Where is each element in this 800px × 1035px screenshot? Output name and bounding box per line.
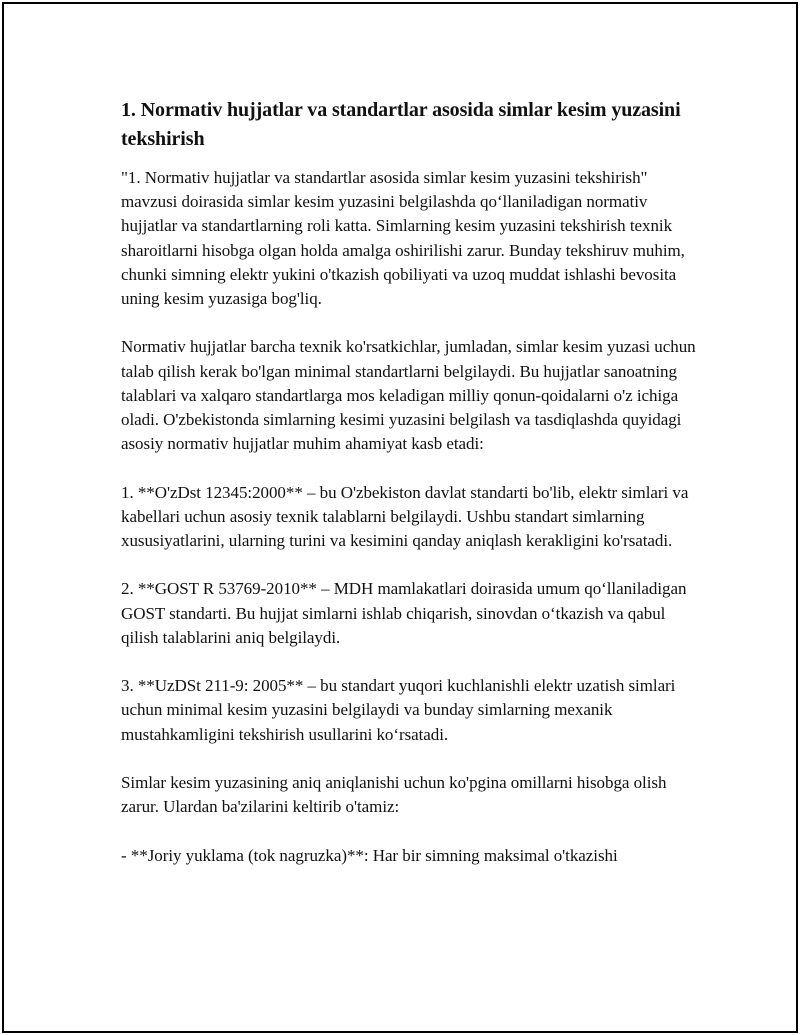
- document-body: [121, 96, 701, 892]
- list-item-standard-2: 2. **GOST R 53769-2010** – MDH mamlakatlari doirasida umum qo‘llaniladigan GOST standarti. Bu hujjat simlarni ishlab chiqarish, sinovdan o‘tkazish va qabul qilish talablarini aniq belgilaydi.: [121, 579, 687, 647]
- list-item-standard-1: 1. **O'zDst 12345:2000** – bu O'zbekiston davlat standarti bo'lib, elektr simlari va kabellari uchun asosiy texnik talablarni belgilaydi. Ushbu standart simlarning xususiyatlarini, ularning turini va kesimini qanday aniqlash kerakligini ko'rsatadi.: [121, 482, 689, 551]
- paragraph-factors: Simlar kesim yuzasining aniq aniqlanishi uchun ko'pgina omillarni hisobga olish zarur. Ulardan ba'zilarini keltirib o'tamiz:: [121, 773, 667, 817]
- paragraph-normative-docs: Normativ hujjatlar barcha texnik ko'rsatkichlar, jumladan, simlar kesim yuzasi uchun talab qilish kerak bo'lgan minimal standartlarni belgilaydi. Bu hujjatlar sanoatning talablari va xalqaro standartlarga mos keladigan milliy qonun-qoidalarni o'z ichiga oladi. O'zbekistonda simlarning kesimi yuzasini belgilash va tasdiqlashda quyidagi asosiy normativ hujjatlar muhim ahamiyat kasb etadi:: [121, 337, 696, 454]
- section-heading: 1. Normativ hujjatlar va standartlar asosida simlar kesim yuzasini tekshirish: [121, 99, 681, 150]
- list-item-standard-3: 3. **UzDSt 211-9: 2005** – bu standart yuqori kuchlanishli elektr uzatish simlari uchun minimal kesim yuzasini belgilaydi va bunday simlarning mexanik mustahkamligini tekshirish usullarini ko‘rsatadi.: [121, 676, 676, 744]
- page-frame: [2, 2, 798, 1033]
- paragraph-intro: "1. Normativ hujjatlar va standartlar asosida simlar kesim yuzasini tekshirish" mavzusi doirasida simlar kesim yuzasini belgilashda qo‘llaniladigan normativ hujjatlar va standartlarning roli katta. Simlarning kesim yuzasini tekshirish texnik sharoitlarni hisobga olgan holda amalga oshirilishi zarur. Bunday tekshiruv muhim, chunki simning elektr yukini o'tkazish qobiliyati va uzoq muddat ishlashi bevosita uning kesim yuzasiga bog'liq.: [121, 168, 685, 309]
- list-item-factor-1: - **Joriy yuklama (tok nagruzka)**: Har bir simning maksimal o'tkazishi: [121, 845, 618, 865]
